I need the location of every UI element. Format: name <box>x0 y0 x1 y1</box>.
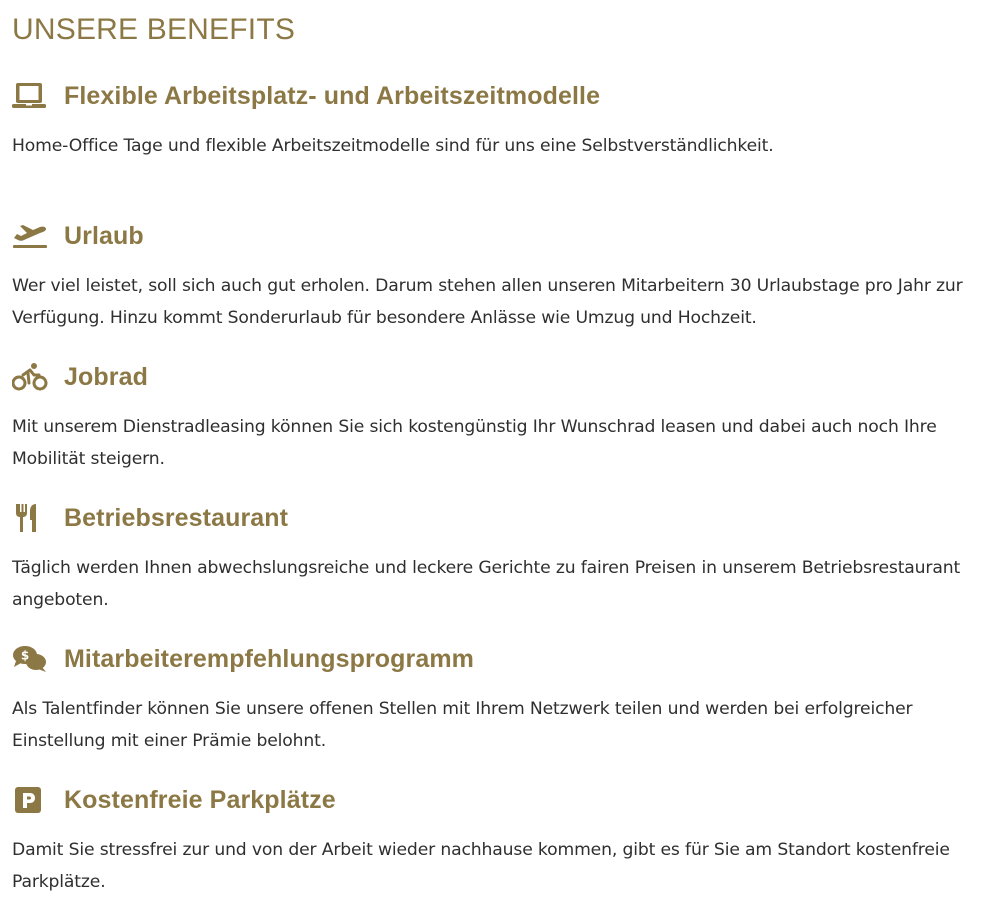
benefit-description: Home-Office Tage und flexible Arbeitszeitmodelle sind für uns eine Selbstverständlichkeit. <box>12 136 774 156</box>
benefit-title: Flexible Arbeitsplatz- und Arbeitszeitmodelle <box>64 81 601 110</box>
benefit-header <box>12 639 982 679</box>
benefit-header <box>12 357 982 397</box>
benefit-header <box>12 216 982 256</box>
benefit-title: Jobrad <box>64 362 148 391</box>
benefit-title: Betriebsrestaurant <box>64 503 289 532</box>
benefit-title: Urlaub <box>64 221 144 250</box>
benefit-description: Damit Sie stressfrei zur und von der Arbeit wieder nachhause kommen, gibt es für Sie am Standort kostenfreie Parkplätze. <box>12 840 950 892</box>
plane-departure-icon <box>12 220 48 252</box>
benefit-description: Wer viel leistet, soll sich auch gut erholen. Darum stehen allen unseren Mitarbeitern 30 Urlaubstage pro Jahr zur Verfügung. Hinzu kommt Sonderurlaub für besondere Anlässe wie Umzug und Hochzeit. <box>12 276 963 328</box>
benefit-title: Kostenfreie Parkplätze <box>64 785 336 814</box>
benefit-description: Mit unserem Dienstradleasing können Sie sich kostengünstig Ihr Wunschrad leasen und dabei auch noch Ihre Mobilität steigern. <box>12 417 937 469</box>
comments-dollar-icon <box>12 643 48 675</box>
benefit-item-jobrad <box>12 357 982 475</box>
biking-icon <box>12 361 48 393</box>
svg-text:$: $ <box>20 648 30 663</box>
benefit-item-vacation <box>12 216 982 334</box>
utensils-icon <box>12 502 48 534</box>
benefit-item-restaurant <box>12 498 982 616</box>
benefit-header <box>12 76 982 116</box>
benefit-header <box>12 498 982 538</box>
benefit-item-referral <box>12 639 982 757</box>
benefit-description: Täglich werden Ihnen abwechslungsreiche und leckere Gerichte zu fairen Preisen in unserem Betriebsrestaurant angeboten. <box>12 558 961 610</box>
page-title: UNSERE BENEFITS <box>12 13 296 46</box>
benefit-item-flexible-work <box>12 76 982 162</box>
benefit-title: Mitarbeiterempfehlungsprogramm <box>64 644 475 673</box>
benefit-description: Als Talentfinder können Sie unsere offenen Stellen mit Ihrem Netzwerk teilen und werden bei erfolgreicher Einstellung mit einer Prämie belohnt. <box>12 699 913 751</box>
benefit-header <box>12 780 982 820</box>
laptop-icon <box>12 80 48 112</box>
benefit-item-parking <box>12 780 982 898</box>
parking-icon <box>12 784 48 816</box>
